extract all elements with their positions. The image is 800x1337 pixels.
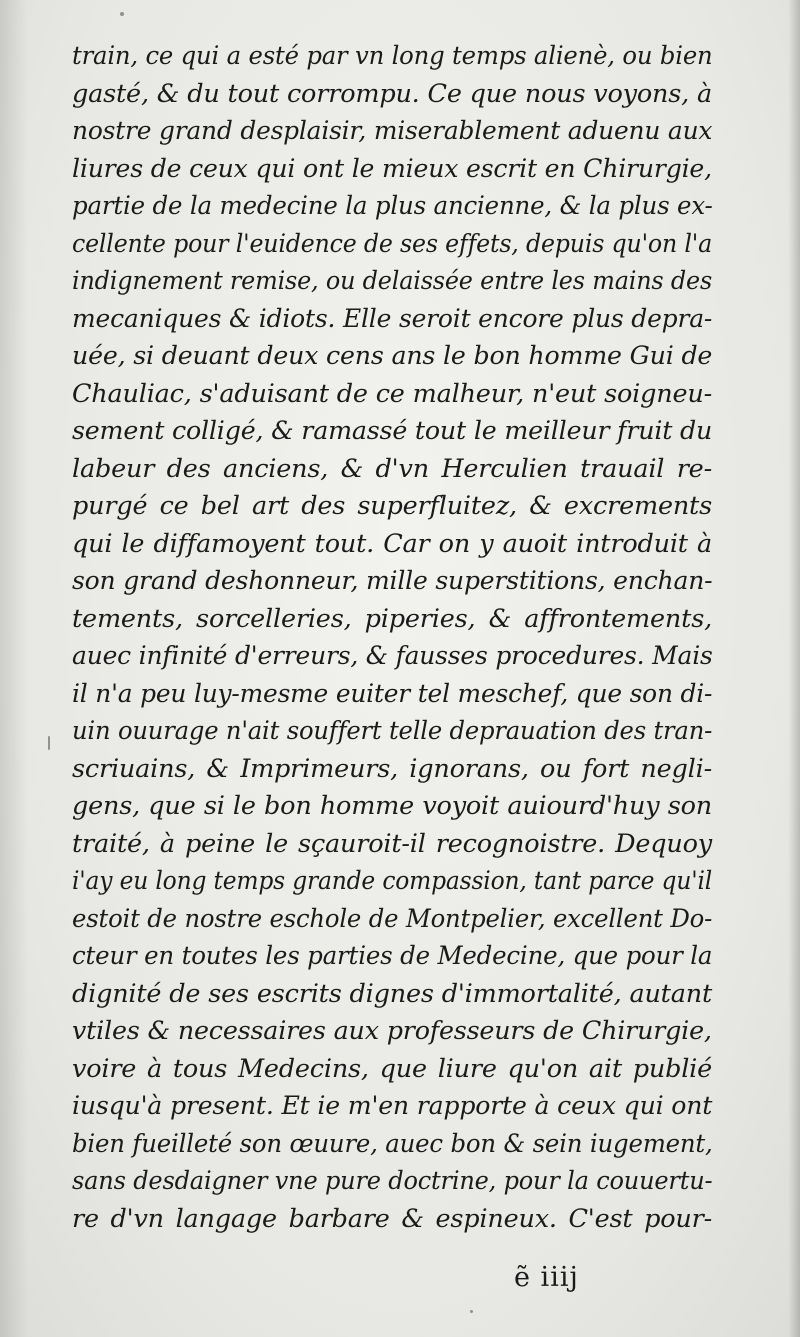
text-line-10: Chauliac, s'aduisant de ce malheur, n'eut soigneu- (72, 378, 712, 409)
text-line-31: sans desdaigner vne pure doctrine, pour la couuertu- (72, 1166, 713, 1196)
text-line-8: mecaniques & idiots. Elle seroit encore plus depra- (72, 303, 713, 334)
text-line-25: cteur en toutes les parties de Medecine, que pour la (72, 941, 713, 971)
text-line-14: qui le diffamoyent tout. Car on y auoit introduit à (72, 528, 712, 559)
text-line-19: uin ouurage n'ait souffert telle deprauation des tran- (72, 716, 713, 746)
text-line-9: uée, si deuant deux cens ans le bon homme Gui de (72, 341, 713, 371)
text-line-23: i'ay eu long temps grande compassion, tant parce qu'il (72, 866, 713, 896)
text-line-24: estoit de nostre eschole de Montpelier, excellent Do- (72, 903, 713, 934)
ink-speck (48, 736, 50, 750)
text-line-20: scriuains, & Imprimeurs, ignorans, ou fort negli- (72, 753, 712, 784)
text-line-6: cellente pour l'euidence de ses effets, depuis qu'on l'a (72, 228, 713, 259)
text-line-17: auec infinité d'erreurs, & fausses procedures. Mais (72, 641, 713, 671)
text-line-21: gens, que si le bon homme voyoit auiourd'huy son (72, 791, 712, 821)
text-line-18: il n'a peu luy-mesme euiter tel meschef, que son di- (72, 678, 713, 709)
text-line-5: partie de la medecine la plus ancienne, & la plus ex- (72, 191, 713, 221)
text-line-26: dignité de ses escrits dignes d'immortalité, autant (72, 978, 712, 1009)
text-line-28: voire à tous Medecins, que liure qu'on ait publié (72, 1053, 712, 1084)
ink-speck (120, 12, 124, 16)
text-line-11: sement colligé, & ramassé tout le meilleur fruit du (72, 416, 713, 446)
text-line-15: son grand deshonneur, mille superstitions, enchan- (72, 566, 713, 596)
text-line-27: vtiles & necessaires aux professeurs de Chirurgie, (72, 1016, 712, 1046)
ink-speck (470, 1310, 473, 1313)
text-line-7: indignement remise, ou delaissée entre les mains des (72, 266, 713, 296)
text-line-4: liures de ceux qui ont le mieux escrit en Chirurgie, (72, 153, 712, 184)
body-text (72, 38, 712, 1238)
text-line-16: tements, sorcelleries, piperies, & affrontements, (72, 603, 712, 634)
text-line-32: re d'vn langage barbare & espineux. C'est pour- (72, 1203, 712, 1234)
text-line-3: nostre grand desplaisir, miserablement aduenu aux (72, 116, 713, 146)
text-line-12: labeur des anciens, & d'vn Herculien trauail re- (72, 453, 712, 484)
text-line-29: iusqu'à present. Et ie m'en rapporte à ceux qui ont (72, 1091, 713, 1121)
text-line-1: train, ce qui a esté par vn long temps alienè, ou bien (72, 41, 713, 71)
text-line-22: traité, à peine le sçauroit-il recognoistre. Dequoy (72, 828, 712, 859)
text-line-2: gasté, & du tout corrompu. Ce que nous voyons, à (72, 78, 712, 109)
signature-mark: ẽ iiij (514, 1262, 579, 1293)
text-line-13: purgé ce bel art des superfluitez, & excrements (72, 491, 712, 521)
text-line-30: bien fueilleté son œuure, auec bon & sein iugement, (72, 1128, 713, 1159)
